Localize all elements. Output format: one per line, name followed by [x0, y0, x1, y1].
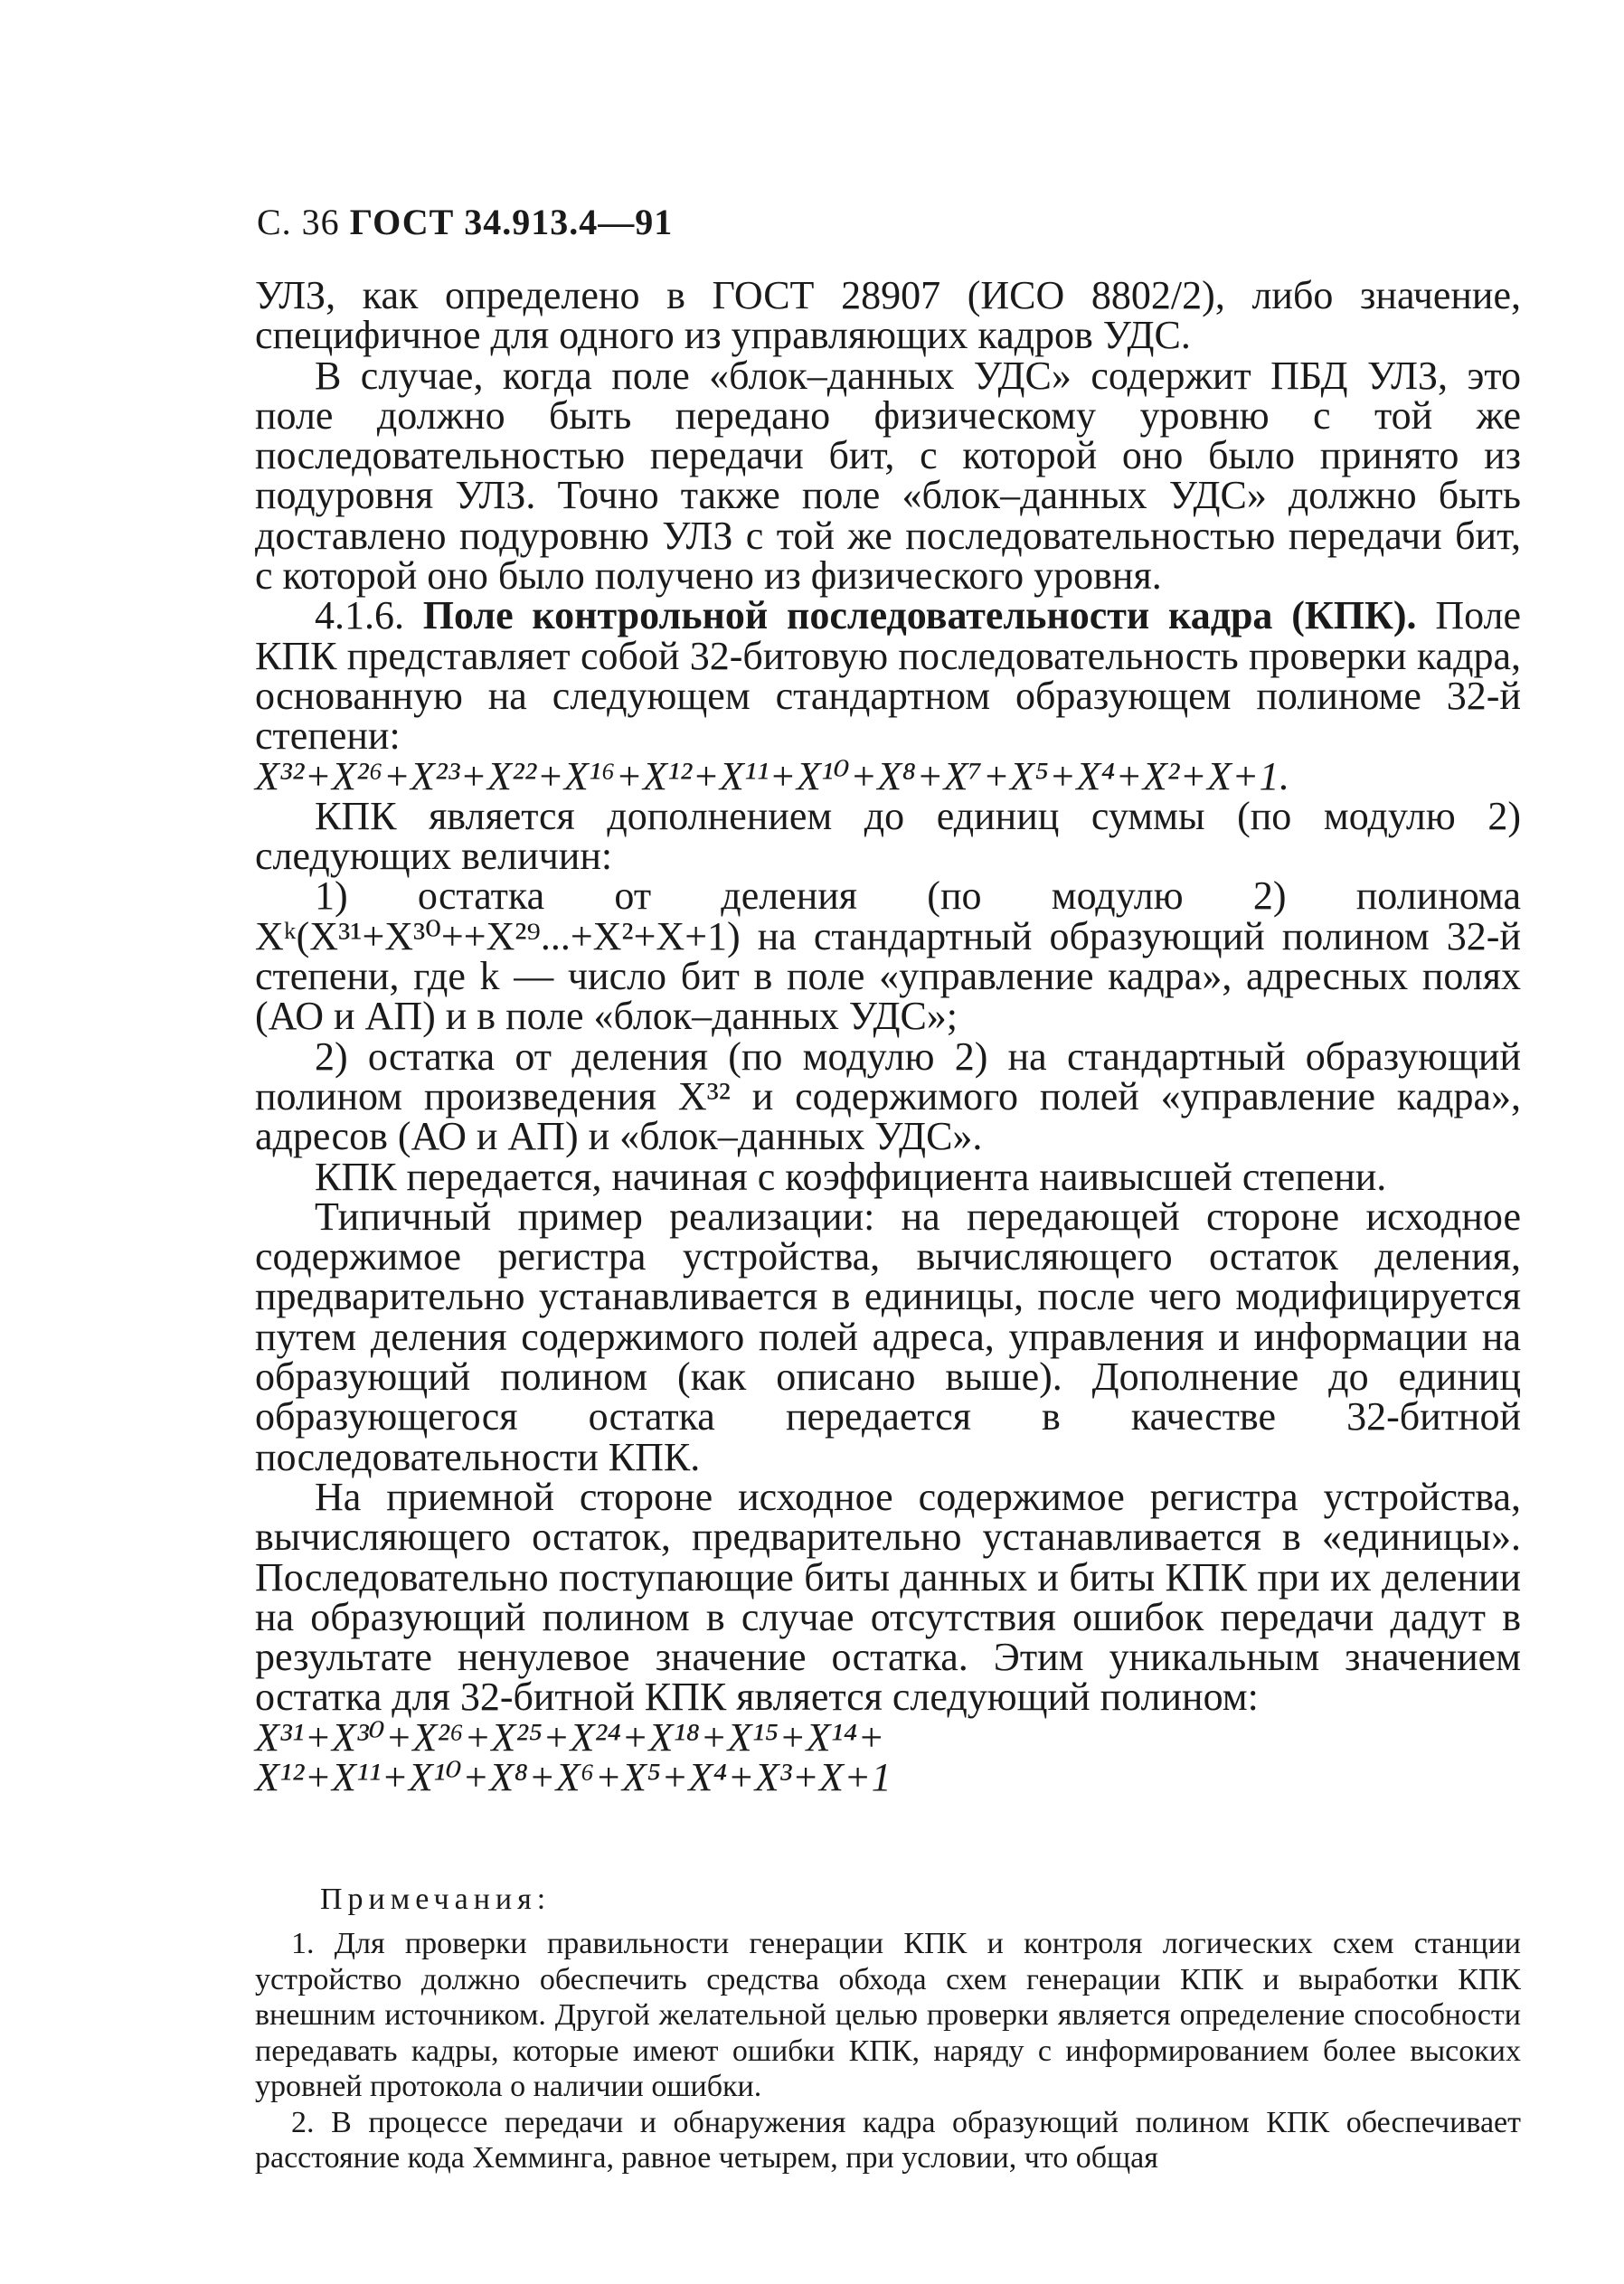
formula-remainder-line-2: X¹²+X¹¹+X¹⁰+X⁸+X⁶+X⁵+X⁴+X³+X+1: [255, 1754, 892, 1799]
page-header: [257, 201, 673, 243]
note-1: 1. Для проверки правильности генерации КПК и контроля логических схем станции устройство должно обеспечить средства обхода схем генерации КПК и выработки КПК внешним источником. Другой желательной целью проверки является определение способности передавать кадры, которые имеют ошибки КПК, наряду с информированием более высоких уровней протокола о наличии ошибки.: [255, 1927, 1521, 2103]
paragraph-fcs-definition: КПК является дополнением до единиц суммы (по модулю 2) следующих величин:: [255, 793, 1521, 879]
list-item-2: 2) остатка от деления (по модулю 2) на стандартный образующий полином произведения X³² и содержимого полей «управление кадра», адресов (АО и АП) и «блок–данных УДС».: [255, 1033, 1521, 1159]
note-2: 2. В процессе передачи и обнаружения кадра образующий полином КПК обеспечивает расстояние кода Хемминга, равное четырем, при условии, что общая: [255, 2105, 1521, 2175]
notes: [255, 1926, 1521, 2176]
list-item-1: 1) остатка от деления (по модулю 2) полинома Xᵏ(X³¹+X³⁰++X²⁹...+X²+X+1) на стандартный образующий полином 32-й степени, где k — число бит в поле «управление кадра», адресных полях (АО и АП) и в поле «блок–данных УДС»;: [255, 873, 1521, 1039]
paragraph-data-block: В случае, когда поле «блок–данных УДС» содержит ПБД УЛЗ, это поле должно быть передано физическому уровню с той же последовательностью передачи бит, с которой оно было принято из подуровня УЛЗ. Точно также поле «блок–данных УДС» должно быть доставлено подуровню УЛЗ с той же последовательностью передачи бит, с которой оно было получено из физического уровня.: [255, 353, 1521, 599]
section-number: 4.1.6.: [315, 593, 404, 638]
section-text: Поле КПК представляет собой 32-битовую последовательность проверки кадра, основанную на следующем стандартном образующем полиноме 32-й степени:: [255, 593, 1522, 759]
section-4-1-6: [255, 593, 1522, 759]
formula-generator-polynomial: X³²+X²⁶+X²³+X²²+X¹⁶+X¹²+X¹¹+X¹⁰+X⁸+X⁷+X⁵+X⁴+X²+X+1.: [255, 753, 1290, 798]
paragraph-transmit-order: КПК передается, начиная с коэффициента наивысшей степени.: [315, 1154, 1387, 1199]
formula-remainder-line-1: X³¹+X³⁰+X²⁶+X²⁵+X²⁴+X¹⁸+X¹⁵+X¹⁴+: [255, 1714, 885, 1760]
paragraph-example: Типичный пример реализации: на передающей стороне исходное содержимое регистра устройства, вычисляющего остаток деления, предварительно устанавливается в единицы, после чего модифицируется путем деления содержимого полей адреса, управления и информации на образующий полином (как описано выше). Дополнение до единиц образующегося остатка передается в качестве 32-битной последовательности КПК.: [255, 1194, 1521, 1479]
standard-id: ГОСТ 34.913.4—91: [349, 202, 674, 242]
page-number: С. 36: [257, 202, 340, 242]
paragraph-receive: На приемной стороне исходное содержимое регистра устройства, вычисляющего остаток, предварительно устанавливается в «единицы». Последовательно поступающие биты данных и биты КПК при их делении на образующий полином в случае отсутствия ошибок передачи дадут в результате ненулевое значение остатка. Этим уникальным значением остатка для 32-битной КПК является следующий полином:: [255, 1474, 1521, 1720]
paragraph-continuation: УЛЗ, как определено в ГОСТ 28907 (ИСО 8802/2), либо значение, специфичное для одного из управляющих кадров УДС.: [255, 273, 1521, 358]
section-title: Поле контрольной последовательности кадра (КПК).: [422, 593, 1417, 638]
body-text: [255, 273, 1522, 1799]
notes-heading: Примечания:: [320, 1883, 552, 1916]
